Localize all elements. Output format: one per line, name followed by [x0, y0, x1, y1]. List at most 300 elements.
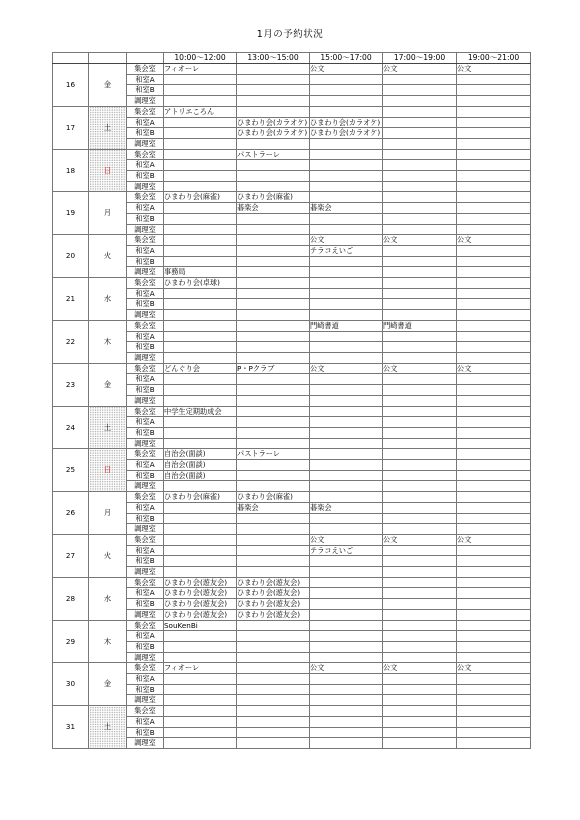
- weekday-cell: [89, 363, 127, 406]
- reservation-cell: [237, 406, 310, 417]
- header-slot-2: 13:00～15:00: [237, 53, 310, 64]
- page-title: 1月の予約状況: [256, 29, 324, 40]
- reservation-cell: [164, 556, 237, 567]
- weekday-cell: [89, 278, 127, 321]
- reservation-cell: [310, 449, 383, 460]
- reservation-cell: [164, 203, 237, 214]
- reservation-cell: [164, 85, 237, 96]
- reservation-cell: [237, 706, 310, 717]
- weekday-label: 火: [103, 550, 112, 560]
- reservation-cell: テラコえいご: [310, 545, 383, 556]
- reservation-cell: [383, 203, 457, 214]
- weekday-cell: [89, 106, 127, 149]
- reservation-cell: [164, 224, 237, 235]
- weekday-label: 日: [103, 465, 112, 475]
- room-name-cell: 和室B: [127, 385, 164, 396]
- weekday-cell: [89, 620, 127, 663]
- reservation-cell: 自治会(面談): [164, 449, 237, 460]
- reservation-cell: [457, 492, 531, 503]
- room-name-cell: 和室A: [127, 674, 164, 685]
- reservation-cell: [457, 652, 531, 663]
- reservation-cell: [457, 331, 531, 342]
- day-number-cell: 31: [53, 706, 89, 749]
- reservation-cell: [383, 331, 457, 342]
- reservation-cell: [457, 588, 531, 599]
- weekday-label: 金: [103, 679, 112, 689]
- reservation-cell: [237, 481, 310, 492]
- reservation-cell: [310, 192, 383, 203]
- reservation-cell: [457, 395, 531, 406]
- reservation-cell: [310, 577, 383, 588]
- reservation-cell: ひまわり会(カラオケ): [310, 128, 383, 139]
- reservation-cell: [457, 181, 531, 192]
- day-number-cell: 21: [53, 278, 89, 321]
- table-row: [53, 363, 531, 374]
- reservation-cell: [237, 245, 310, 256]
- reservation-cell: ひまわり会(遊友会): [164, 599, 237, 610]
- reservation-cell: ひまわり会(遊友会): [164, 577, 237, 588]
- weekday-cell: [89, 663, 127, 706]
- reservation-cell: [457, 342, 531, 353]
- reservation-cell: 公文: [310, 363, 383, 374]
- reservation-cell: [457, 599, 531, 610]
- reservation-cell: [164, 706, 237, 717]
- reservation-cell: [237, 438, 310, 449]
- reservation-cell: [237, 235, 310, 246]
- reservation-cell: [164, 213, 237, 224]
- day-number-cell: 20: [53, 235, 89, 278]
- reservation-cell: [383, 502, 457, 513]
- reservation-cell: [237, 374, 310, 385]
- day-number-cell: 26: [53, 492, 89, 535]
- reservation-cell: [383, 138, 457, 149]
- weekday-label: 日: [103, 165, 112, 175]
- reservation-cell: [383, 406, 457, 417]
- header-room-cell: [127, 53, 164, 64]
- room-name-cell: 和室A: [127, 374, 164, 385]
- reservation-cell: [383, 577, 457, 588]
- reservation-cell: [310, 652, 383, 663]
- reservation-cell: [237, 631, 310, 642]
- table-row: [53, 192, 531, 203]
- room-name-cell: 調理室: [127, 181, 164, 192]
- room-name-cell: 集会室: [127, 278, 164, 289]
- reservation-cell: [457, 213, 531, 224]
- reservation-cell: [164, 513, 237, 524]
- reservation-cell: [310, 106, 383, 117]
- reservation-cell: ひまわり会(遊友会): [237, 599, 310, 610]
- reservation-cell: [457, 674, 531, 685]
- reservation-cell: 中学生定期助成会: [164, 406, 237, 417]
- reservation-cell: [383, 342, 457, 353]
- reservation-cell: [457, 470, 531, 481]
- room-name-cell: 和室A: [127, 716, 164, 727]
- room-name-cell: 調理室: [127, 524, 164, 535]
- room-name-cell: 和室A: [127, 288, 164, 299]
- reservation-cell: [310, 160, 383, 171]
- weekday-cell: [89, 492, 127, 535]
- reservation-cell: [237, 85, 310, 96]
- room-name-cell: 調理室: [127, 738, 164, 749]
- reservation-cell: [310, 524, 383, 535]
- room-name-cell: 和室A: [127, 417, 164, 428]
- room-name-cell: 和室B: [127, 342, 164, 353]
- reservation-cell: [457, 513, 531, 524]
- header-slot-1: 10:00～12:00: [164, 53, 237, 64]
- table-row: [53, 406, 531, 417]
- room-name-cell: 調理室: [127, 352, 164, 363]
- reservation-cell: [310, 171, 383, 182]
- reservation-cell: 公文: [310, 534, 383, 545]
- reservation-cell: [383, 674, 457, 685]
- reservation-cell: [237, 96, 310, 107]
- reservation-cell: [310, 460, 383, 471]
- reservation-cell: [457, 149, 531, 160]
- reservation-cell: [310, 138, 383, 149]
- reservation-cell: [383, 256, 457, 267]
- reservation-cell: [237, 352, 310, 363]
- reservation-cell: [237, 534, 310, 545]
- reservation-cell: [457, 567, 531, 578]
- reservation-cell: 自治会(面談): [164, 470, 237, 481]
- reservation-cell: [457, 320, 531, 331]
- reservation-cell: [457, 310, 531, 321]
- reservation-cell: [383, 513, 457, 524]
- reservation-cell: [164, 481, 237, 492]
- reservation-cell: [457, 138, 531, 149]
- reservation-cell: [457, 524, 531, 535]
- weekday-label: 木: [103, 636, 112, 646]
- reservation-cell: [457, 374, 531, 385]
- reservation-cell: [164, 427, 237, 438]
- reservation-cell: [383, 620, 457, 631]
- reservation-cell: [383, 106, 457, 117]
- reservation-cell: [237, 224, 310, 235]
- table-row: [53, 706, 531, 717]
- reservation-cell: [383, 149, 457, 160]
- reservation-cell: [457, 427, 531, 438]
- weekday-cell: [89, 320, 127, 363]
- reservation-cell: [237, 620, 310, 631]
- table-row: [53, 620, 531, 631]
- reservation-cell: フィオーレ: [164, 64, 237, 75]
- reservation-cell: [383, 599, 457, 610]
- reservation-cell: [310, 85, 383, 96]
- reservation-cell: [383, 171, 457, 182]
- reservation-cell: [457, 609, 531, 620]
- room-name-cell: 和室B: [127, 213, 164, 224]
- day-number-cell: 16: [53, 64, 89, 107]
- reservation-cell: [457, 160, 531, 171]
- reservation-cell: 公文: [457, 64, 531, 75]
- reservation-cell: [457, 620, 531, 631]
- reservation-cell: [383, 352, 457, 363]
- reservation-cell: 碁楽会: [237, 502, 310, 513]
- reservation-cell: [237, 524, 310, 535]
- reservation-cell: [164, 320, 237, 331]
- reservation-cell: [457, 417, 531, 428]
- room-name-cell: 集会室: [127, 106, 164, 117]
- reservation-cell: [237, 395, 310, 406]
- reservation-cell: [383, 267, 457, 278]
- reservation-cell: [310, 706, 383, 717]
- reservation-cell: パストラーレ: [237, 149, 310, 160]
- reservation-cell: P・Pクラブ: [237, 363, 310, 374]
- reservation-cell: [164, 96, 237, 107]
- reservation-cell: [383, 727, 457, 738]
- reservation-cell: [164, 641, 237, 652]
- reservation-cell: [383, 567, 457, 578]
- reservation-cell: [383, 395, 457, 406]
- reservation-cell: [383, 652, 457, 663]
- weekday-label: 月: [103, 508, 112, 518]
- room-name-cell: 和室B: [127, 470, 164, 481]
- reservation-cell: [310, 556, 383, 567]
- reservation-cell: [383, 74, 457, 85]
- reservation-cell: [383, 684, 457, 695]
- weekday-label: 水: [103, 294, 112, 304]
- reservation-cell: [383, 481, 457, 492]
- reservation-cell: [310, 588, 383, 599]
- day-number-cell: 18: [53, 149, 89, 192]
- reservation-cell: [310, 727, 383, 738]
- room-name-cell: 和室A: [127, 203, 164, 214]
- table-row: [53, 64, 531, 75]
- reservation-cell: 公文: [383, 363, 457, 374]
- room-name-cell: 和室A: [127, 245, 164, 256]
- reservation-cell: [457, 192, 531, 203]
- room-name-cell: 調理室: [127, 695, 164, 706]
- reservation-cell: [164, 716, 237, 727]
- reservation-cell: ひまわり会(麻雀): [164, 192, 237, 203]
- reservation-cell: [164, 385, 237, 396]
- room-name-cell: 調理室: [127, 224, 164, 235]
- day-number-cell: 25: [53, 449, 89, 492]
- reservation-cell: ひまわり会(卓球): [164, 278, 237, 289]
- reservation-cell: 公文: [457, 534, 531, 545]
- reservation-cell: [310, 599, 383, 610]
- reservation-cell: [383, 213, 457, 224]
- weekday-label: 土: [103, 722, 112, 732]
- reservation-cell: フィオーレ: [164, 663, 237, 674]
- reservation-cell: [310, 96, 383, 107]
- weekday-cell: [89, 149, 127, 192]
- reservation-cell: [383, 299, 457, 310]
- reservation-cell: [237, 299, 310, 310]
- reservation-cell: [457, 406, 531, 417]
- reservation-cell: [457, 224, 531, 235]
- reservation-cell: [383, 631, 457, 642]
- reservation-cell: [164, 524, 237, 535]
- day-number-cell: 17: [53, 106, 89, 149]
- reservation-cell: どんぐり会: [164, 363, 237, 374]
- reservation-cell: [310, 492, 383, 503]
- weekday-cell: [89, 406, 127, 449]
- reservation-cell: ひまわり会(麻雀): [237, 492, 310, 503]
- reservation-cell: [383, 192, 457, 203]
- reservation-cell: [310, 149, 383, 160]
- reservation-cell: [237, 331, 310, 342]
- day-number-cell: 29: [53, 620, 89, 663]
- reservation-cell: [383, 427, 457, 438]
- reservation-cell: [237, 716, 310, 727]
- reservation-cell: [237, 652, 310, 663]
- reservation-cell: [457, 352, 531, 363]
- reservation-cell: [457, 641, 531, 652]
- room-name-cell: 調理室: [127, 96, 164, 107]
- reservation-cell: 自治会(面談): [164, 460, 237, 471]
- reservation-cell: [457, 684, 531, 695]
- table-row: [53, 663, 531, 674]
- reservation-cell: [383, 181, 457, 192]
- reservation-cell: [383, 449, 457, 460]
- room-name-cell: 集会室: [127, 192, 164, 203]
- reservation-cell: [164, 534, 237, 545]
- reservation-cell: [164, 235, 237, 246]
- room-name-cell: 集会室: [127, 235, 164, 246]
- reservation-cell: [310, 331, 383, 342]
- room-name-cell: 和室A: [127, 502, 164, 513]
- reservation-cell: [457, 171, 531, 182]
- room-name-cell: 和室A: [127, 117, 164, 128]
- reservation-cell: [237, 181, 310, 192]
- reservation-cell: 事務局: [164, 267, 237, 278]
- weekday-label: 土: [103, 422, 112, 432]
- room-name-cell: 集会室: [127, 706, 164, 717]
- reservation-cell: [237, 513, 310, 524]
- reservation-cell: [310, 406, 383, 417]
- reservation-cell: [310, 299, 383, 310]
- weekday-cell: [89, 706, 127, 749]
- reservation-cell: [310, 417, 383, 428]
- reservation-cell: [310, 342, 383, 353]
- room-name-cell: 調理室: [127, 609, 164, 620]
- table-row: [53, 278, 531, 289]
- table-row: [53, 106, 531, 117]
- reservation-cell: [237, 674, 310, 685]
- reservation-cell: [383, 716, 457, 727]
- room-name-cell: 集会室: [127, 534, 164, 545]
- reservation-cell: [457, 449, 531, 460]
- reservation-cell: [164, 299, 237, 310]
- reservation-cell: [310, 438, 383, 449]
- day-number-cell: 22: [53, 320, 89, 363]
- reservation-cell: [164, 631, 237, 642]
- reservation-cell: [164, 149, 237, 160]
- reservation-cell: [310, 567, 383, 578]
- header-row: [53, 53, 531, 64]
- reservation-cell: [237, 427, 310, 438]
- reservation-cell: [310, 427, 383, 438]
- reservation-cell: ひまわり会(遊友会): [237, 588, 310, 599]
- reservation-cell: [237, 545, 310, 556]
- reservation-cell: ひまわり会(カラオケ): [237, 117, 310, 128]
- reservation-cell: [237, 663, 310, 674]
- reservation-cell: ひまわり会(遊友会): [164, 588, 237, 599]
- reservation-cell: [164, 674, 237, 685]
- reservation-cell: パストラーレ: [237, 449, 310, 460]
- reservation-cell: [164, 117, 237, 128]
- reservation-cell: ひまわり会(遊友会): [237, 609, 310, 620]
- day-number-cell: 27: [53, 534, 89, 577]
- reservation-cell: [310, 695, 383, 706]
- reservation-cell: [237, 256, 310, 267]
- room-name-cell: 集会室: [127, 663, 164, 674]
- reservation-cell: [237, 684, 310, 695]
- reservation-cell: [383, 492, 457, 503]
- room-name-cell: 和室A: [127, 545, 164, 556]
- reservation-cell: [383, 96, 457, 107]
- reservation-cell: [310, 684, 383, 695]
- reservation-cell: [164, 288, 237, 299]
- reservation-cell: [457, 106, 531, 117]
- weekday-cell: [89, 577, 127, 620]
- reservation-cell: [237, 417, 310, 428]
- reservation-cell: [383, 245, 457, 256]
- reservation-cell: [457, 577, 531, 588]
- reservation-cell: [310, 224, 383, 235]
- day-number-cell: 19: [53, 192, 89, 235]
- reservation-cell: 公文: [383, 663, 457, 674]
- room-name-cell: 和室B: [127, 171, 164, 182]
- reservation-cell: [164, 352, 237, 363]
- reservation-cell: ひまわり会(カラオケ): [310, 117, 383, 128]
- reservation-cell: [164, 438, 237, 449]
- reservation-cell: 公文: [383, 534, 457, 545]
- reservation-cell: [457, 631, 531, 642]
- reservation-cell: [310, 470, 383, 481]
- reservation-cell: テラコえいご: [310, 245, 383, 256]
- reservation-cell: [457, 556, 531, 567]
- reservation-cell: [164, 545, 237, 556]
- room-name-cell: 和室A: [127, 74, 164, 85]
- room-name-cell: 和室B: [127, 256, 164, 267]
- room-name-cell: 和室A: [127, 460, 164, 471]
- reservation-cell: [457, 727, 531, 738]
- reservation-cell: [164, 374, 237, 385]
- reservation-cell: [164, 74, 237, 85]
- reservation-cell: [237, 64, 310, 75]
- table-row: [53, 492, 531, 503]
- reservation-cell: [310, 256, 383, 267]
- reservation-cell: [310, 609, 383, 620]
- reservation-cell: [310, 674, 383, 685]
- reservation-cell: 公文: [310, 64, 383, 75]
- reservation-cell: 公文: [457, 663, 531, 674]
- reservation-cell: [457, 385, 531, 396]
- reservation-cell: [457, 299, 531, 310]
- reservation-cell: [457, 716, 531, 727]
- reservation-cell: [237, 470, 310, 481]
- reservation-cell: ひまわり会(麻雀): [164, 492, 237, 503]
- reservation-cell: [310, 641, 383, 652]
- room-name-cell: 和室B: [127, 128, 164, 139]
- room-name-cell: 和室A: [127, 331, 164, 342]
- weekday-label: 金: [103, 80, 112, 90]
- header-slot-5: 19:00～21:00: [457, 53, 531, 64]
- reservation-cell: 碁楽会: [310, 203, 383, 214]
- reservation-cell: [310, 288, 383, 299]
- reservation-cell: [164, 138, 237, 149]
- room-name-cell: 集会室: [127, 64, 164, 75]
- reservation-cell: [383, 85, 457, 96]
- reservation-cell: [457, 278, 531, 289]
- reservation-cell: [237, 278, 310, 289]
- reservation-cell: [383, 278, 457, 289]
- reservation-cell: 公文: [383, 235, 457, 246]
- reservation-cell: [457, 117, 531, 128]
- reservation-cell: [383, 641, 457, 652]
